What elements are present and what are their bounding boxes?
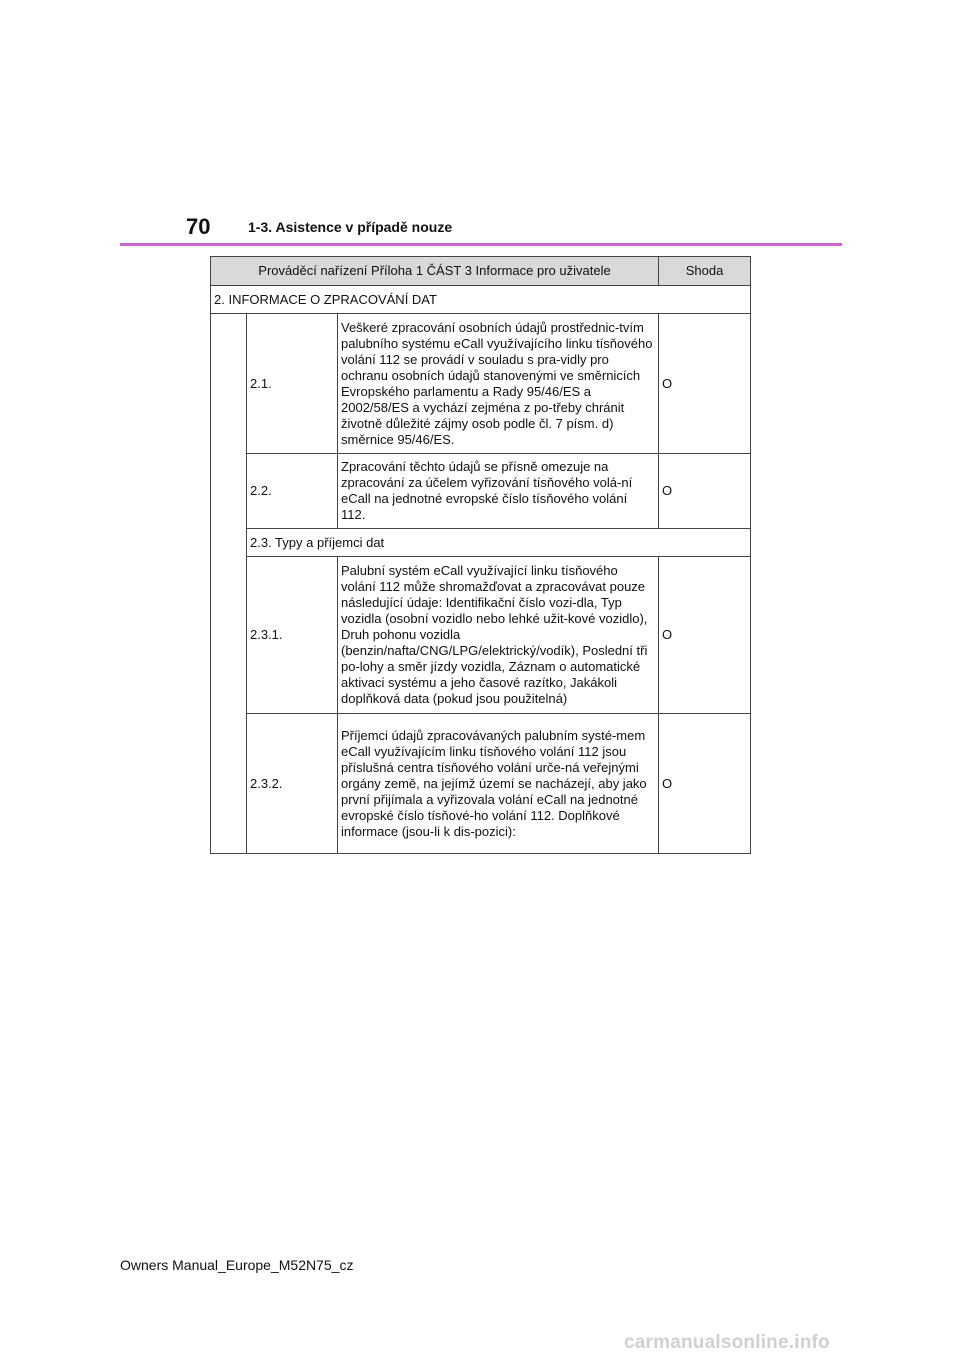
- column-header-compliance: Shoda: [659, 257, 751, 286]
- compliance-mark: O: [659, 314, 751, 454]
- subsection-heading-row: [211, 529, 751, 557]
- compliance-mark: O: [659, 454, 751, 529]
- row-number: 2.3.2.: [247, 714, 338, 854]
- section-heading-row: [211, 286, 751, 314]
- subsection-heading: 2.3. Typy a příjemci dat: [247, 529, 751, 557]
- watermark-logo: carmanualsonline.info: [624, 1332, 830, 1353]
- row-number: 2.1.: [247, 314, 338, 454]
- row-number: 2.2.: [247, 454, 338, 529]
- header-divider: [120, 243, 842, 246]
- compliance-mark: O: [659, 557, 751, 714]
- table-row: [211, 454, 751, 529]
- table-row: [211, 557, 751, 714]
- section-heading: 2. INFORMACE O ZPRACOVÁNÍ DAT: [211, 286, 751, 314]
- page-number: 70: [186, 214, 211, 239]
- indent-cell: [211, 314, 247, 854]
- row-text: Zpracování těchto údajů se přísně omezuje na zpracování za účelem vyřizování tísňového volá-ní eCall na jednotné evropské číslo tísňového volání 112.: [338, 454, 659, 529]
- row-text: Příjemci údajů zpracovávaných palubním systé-mem eCall využívajícím linku tísňového volání 112 jsou příslušná centra tísňového volání urče-ná veřejnými orgány země, na jejímž území se nacházejí, aby jako první přijímala a vyřizovala volání eCall na jednotné evropské číslo tísňové-ho volání 112. Doplňkové informace (jsou-li k dis-pozici):: [338, 714, 659, 854]
- row-text: Veškeré zpracování osobních údajů prostřednic-tvím palubního systému eCall využívajícího linku tísňového volání 112 se provádí v souladu s pra-vidly pro ochranu osobních údajů stanovenými ve směrnicích Evropského parlamentu a Rady 95/46/ES a 2002/58/ES a vychází zejména z po-třeby chránit životně důležité zájmy osob podle čl. 7 písm. d) směrnice 95/46/ES.: [338, 314, 659, 454]
- column-header-requirements: Prováděcí nařízení Příloha 1 ČÁST 3 Informace pro uživatele: [211, 257, 659, 286]
- footer-document-id: Owners Manual_Europe_M52N75_cz: [120, 1257, 354, 1273]
- table-row: [211, 714, 751, 854]
- row-text: Palubní systém eCall využívající linku tísňového volání 112 může shromažďovat a zpracovávat pouze následující údaje: Identifikační číslo vozi-dla, Typ vozidla (osobní vozidlo nebo lehké užit-kové vozidlo), Druh pohonu vozidla (benzin/nafta/CNG/LPG/elektrický/vodík), Poslední tři po-lohy a směr jízdy vozidla, Záznam o automatické aktivaci systému a jeho časové razítko, Jakákoli doplňková data (pokud jsou použitelná): [338, 557, 659, 714]
- section-title: 1-3. Asistence v případě nouze: [248, 219, 453, 235]
- compliance-mark: O: [659, 714, 751, 854]
- table-header-row: [211, 257, 751, 286]
- table-row: [211, 314, 751, 454]
- regulation-table: [210, 256, 751, 854]
- row-number: 2.3.1.: [247, 557, 338, 714]
